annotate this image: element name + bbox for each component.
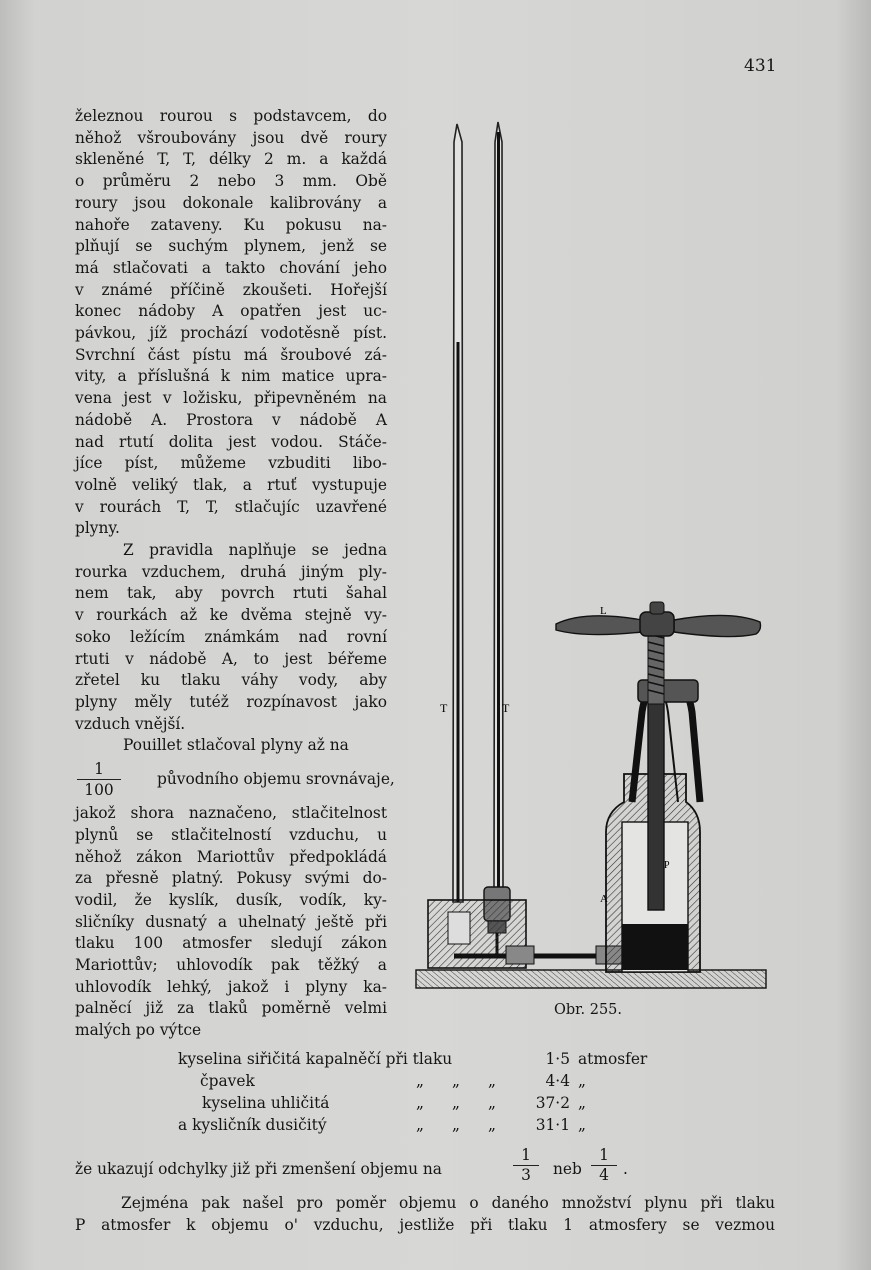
gas-unit: „ (578, 1094, 586, 1112)
text-line: něhož zákon Mariottův předpokládá (75, 847, 387, 866)
text-line: v známé příčině zkoušeti. Hořejší (75, 280, 387, 299)
text-line: vzduch vnější. (75, 714, 186, 733)
text-line: v rourkách až ke dvěma stejně vy- (75, 606, 387, 625)
ditto-mark: „ (416, 1116, 424, 1134)
text-line: za přesně platný. Pokusy svými do- (75, 869, 387, 888)
final-paragraph (75, 1192, 775, 1236)
text-line: skleněné T, T, délky 2 m. a každá (75, 150, 387, 169)
text-line: tlaku 100 atmosfer sledují zákon (75, 934, 387, 953)
ditto-mark: „ (416, 1072, 424, 1090)
page-number: 431 (744, 56, 777, 76)
gas-pressure: 37·2 (535, 1094, 570, 1112)
text-line: o průměru 2 nebo 3 mm. Obě (75, 172, 387, 191)
text-column (75, 106, 395, 1042)
fraction-one-third (513, 1146, 539, 1185)
fraction-or: neb (553, 1160, 582, 1178)
gas-name: kyselina siřičitá kapalněčí při tlaku (178, 1050, 453, 1068)
fraction-one-hundredth (77, 759, 121, 800)
label-T-left: T (440, 701, 448, 715)
label-L: L (600, 605, 607, 617)
text-line: Pouillet stlačoval plyny až na (123, 736, 349, 755)
text-line: rtuti v nádobě A, to jest béřeme (75, 649, 387, 668)
ditto-mark: „ (416, 1094, 424, 1112)
ditto-mark: „ (488, 1072, 496, 1090)
fraction-denominator: 3 (521, 1166, 531, 1184)
handle-L (556, 602, 761, 637)
fraction-denominator: 4 (599, 1166, 609, 1184)
text-line: konec nádoby A opatřen jest uc- (75, 302, 387, 321)
ditto-mark: „ (452, 1116, 460, 1134)
fraction-sentence-text: že ukazují odchylky již při zmenšení objemu na (75, 1160, 442, 1178)
fraction-numerator: 1 (591, 1146, 617, 1166)
text-line: železnou rourou s podstavcem, do (75, 107, 387, 125)
gas-name: čpavek (200, 1072, 255, 1090)
text-line: Svrchní část pístu má šroubové zá- (75, 345, 387, 364)
text-line: něhož všroubovány jsou dvě roury (75, 128, 387, 147)
text-line: rourka vzduchem, druhá jiným ply- (75, 562, 387, 581)
text-line: Zejména pak našel pro poměr objemu o daného množství plynu při tlaku (121, 1194, 775, 1212)
text-line: jíce píst, můžeme vzbuditi libo- (75, 454, 387, 473)
text-line: malých po výtce (75, 1021, 202, 1040)
text-line: nem tak, aby povrch rtuti šahal (75, 584, 387, 603)
text-line: jakož shora naznačeno, stlačitelnost (75, 804, 387, 823)
text-line: má stlačovati a takto chování jeho (75, 258, 387, 277)
text-line: palněcí již za tlaků poměrně velmi (75, 999, 387, 1018)
gas-unit: „ (578, 1116, 586, 1134)
fraction-text: původního objemu srovnávaje, (157, 770, 395, 789)
text-line: P atmosfer k objemu o' vzduchu, jestliže při tlaku 1 atmosfery se vezmou (75, 1216, 775, 1234)
label-P: P (664, 860, 670, 871)
text-line: plyny měly tutéž rozpínavost jako (75, 692, 387, 711)
table-row (178, 1070, 647, 1092)
ground-plate (416, 970, 766, 988)
fraction-one-quarter (591, 1146, 617, 1185)
table-row (178, 1114, 647, 1136)
gas-unit: „ (578, 1072, 586, 1090)
text-line: volně veliký tlak, a rtuť vystupuje (75, 475, 387, 494)
gas-pressure: 31·1 (535, 1116, 570, 1134)
text-line: vena jest v ložisku, připevněném na (75, 389, 387, 408)
figure-caption: Obr. 255. (554, 1002, 623, 1018)
table-row (178, 1092, 647, 1114)
text-line: plynů se stlačitelností vzduchu, u (75, 825, 387, 844)
table-row (178, 1048, 647, 1070)
fraction-numerator: 1 (77, 759, 121, 780)
fraction-line (75, 759, 395, 803)
ditto-mark: „ (452, 1094, 460, 1112)
gas-pressure: 4·4 (545, 1072, 570, 1090)
text-line: plyny. (75, 519, 120, 538)
text-line: zřetel ku tlaku váhy vody, aby (75, 671, 387, 690)
pipe-nut (506, 946, 534, 964)
text-line: nahoře zataveny. Ku pokusu na- (75, 215, 387, 234)
ditto-mark: „ (452, 1072, 460, 1090)
text-line: sličníky dusnatý a uhelnatý ještě při (75, 912, 387, 931)
text-line: plňují se suchým plynem, jenž se (75, 237, 387, 256)
text-line: v rourách T, T, stlačujíc uzavřené (75, 497, 387, 516)
text-line: nádobě A. Prostora v nádobě A (75, 410, 387, 429)
sentence-end: . (623, 1160, 628, 1178)
gas-pressure: 1·5 (545, 1050, 570, 1068)
text-line: vodil, že kyslík, dusík, vodík, ky- (75, 890, 387, 909)
text-line: Z pravidla naplňuje se jedna (123, 541, 387, 560)
liquefaction-table (178, 1048, 647, 1136)
text-line: vity, a příslušná k nim matice upra- (75, 367, 387, 386)
screw-spindle (648, 628, 664, 704)
gas-name: a kysličník dusičitý (178, 1116, 327, 1134)
fraction-denominator: 100 (84, 781, 114, 800)
label-A: A (600, 893, 608, 905)
text-line: uhlovodík lehký, jakož i plyny ka- (75, 977, 387, 996)
text-line: Mariottův; uhlovodík pak těžký a (75, 956, 387, 975)
apparatus-illustration (410, 112, 780, 992)
text-line: pávkou, jíž prochází vodotěsně píst. (75, 324, 387, 343)
fraction-numerator: 1 (513, 1146, 539, 1166)
gas-name: kyselina uhličitá (202, 1094, 330, 1112)
glass-tubes (453, 122, 503, 902)
label-T-right: T (502, 701, 510, 715)
text-line: roury jsou dokonale kalibrovány a (75, 193, 387, 212)
ditto-mark: „ (488, 1094, 496, 1112)
gas-unit: atmosfer (578, 1050, 648, 1068)
piston-P (648, 702, 664, 910)
text-line: soko ležícím známkám nad rovní (75, 627, 387, 646)
text-line: nad rtutí dolita jest vodou. Stáče- (75, 432, 387, 451)
ditto-mark: „ (488, 1116, 496, 1134)
